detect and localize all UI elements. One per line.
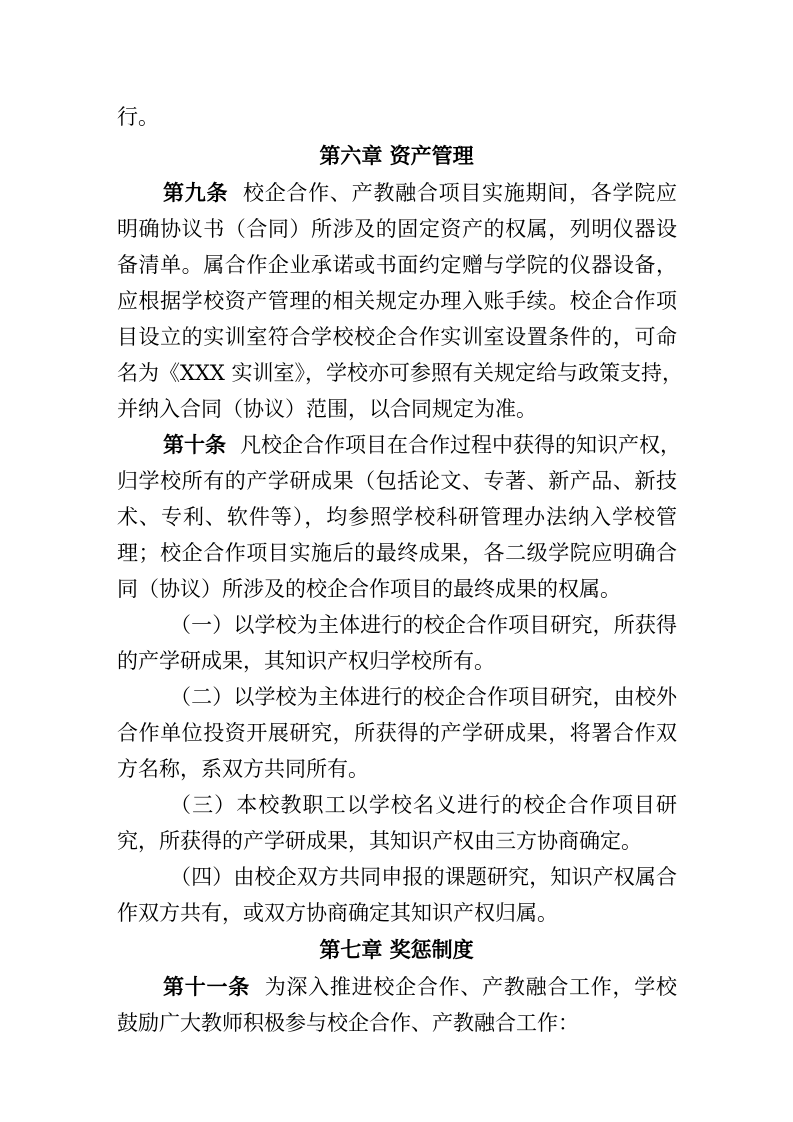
chapter-heading-7: 第七章 奖惩制度 <box>319 937 474 962</box>
article-9-line-4: 应根据学校资产管理的相关规定办理入账手续。校企合作项 <box>117 289 677 313</box>
item-1-line-2: 的产学研成果，其知识产权归学校所有。 <box>117 649 495 673</box>
item-3-line-1: （三）本校教职工以学校名义进行的校企合作项目研 <box>170 793 677 817</box>
item-3-line-2: 究，所获得的产学研成果，其知识产权由三方协商确定。 <box>117 829 642 853</box>
paragraph-line <box>117 105 677 129</box>
article-11-line-2: 鼓励广大教师积极参与校企合作、产教融合工作： <box>117 1011 579 1035</box>
item-2-line-2: 合作单位投资开展研究，所获得的产学研成果，将署合作双 <box>117 721 677 745</box>
article-11-text: 为深入推进校企合作、产教融合工作，学校 <box>263 975 678 999</box>
article-10-line-2: 归学校所有的产学研成果（包括论文、专著、新产品、新技 <box>117 469 677 493</box>
item-4-line-2: 作双方共有，或双方协商确定其知识产权归属。 <box>117 901 558 925</box>
item-2-line-1: （二）以学校为主体进行的校企合作项目研究，由校外 <box>170 685 677 709</box>
article-9-line-1 <box>163 181 677 205</box>
article-10-line-5: 同（协议）所涉及的校企合作项目的最终成果的权属。 <box>117 577 621 601</box>
item-4-line-1: （四）由校企双方共同申报的课题研究，知识产权属合 <box>170 865 677 889</box>
article-9-line-3: 备清单。属合作企业承诺或书面约定赠与学院的仪器设备， <box>117 253 677 277</box>
article-9-text: 校企合作、产教融合项目实施期间，各学院应 <box>242 181 677 205</box>
article-10-line-1 <box>163 432 681 457</box>
item-1-line-1: （一）以学校为主体进行的校企合作项目研究，所获得 <box>170 613 677 637</box>
article-11-number: 第十一条 <box>163 974 250 999</box>
article-10-number: 第十条 <box>163 432 226 457</box>
article-10-line-4: 理；校企合作项目实施后的最终成果，各二级学院应明确合 <box>117 541 677 565</box>
line-text: 行。 <box>117 105 159 129</box>
article-9-line-2: 明确协议书（合同）所涉及的固定资产的权属，列明仪器设 <box>117 217 677 241</box>
item-2-line-3: 方名称，系双方共同所有。 <box>117 757 369 781</box>
article-9-line-7: 并纳入合同（协议）范围，以合同规定为准。 <box>117 397 537 421</box>
chapter-heading-6: 第六章 资产管理 <box>319 143 474 168</box>
article-9-line-6: 名为《XXX 实训室》，学校亦可参照有关规定给与政策支持， <box>117 361 684 385</box>
article-11-line-1 <box>163 975 677 999</box>
article-9-line-5: 目设立的实训室符合学校校企合作实训室设置条件的，可命 <box>117 325 677 349</box>
article-10-text: 凡校企合作项目在合作过程中获得的知识产权， <box>240 433 681 457</box>
article-9-number: 第九条 <box>163 180 229 205</box>
article-10-line-3: 术、专利、软件等），均参照学校科研管理办法纳入学校管 <box>117 505 677 529</box>
